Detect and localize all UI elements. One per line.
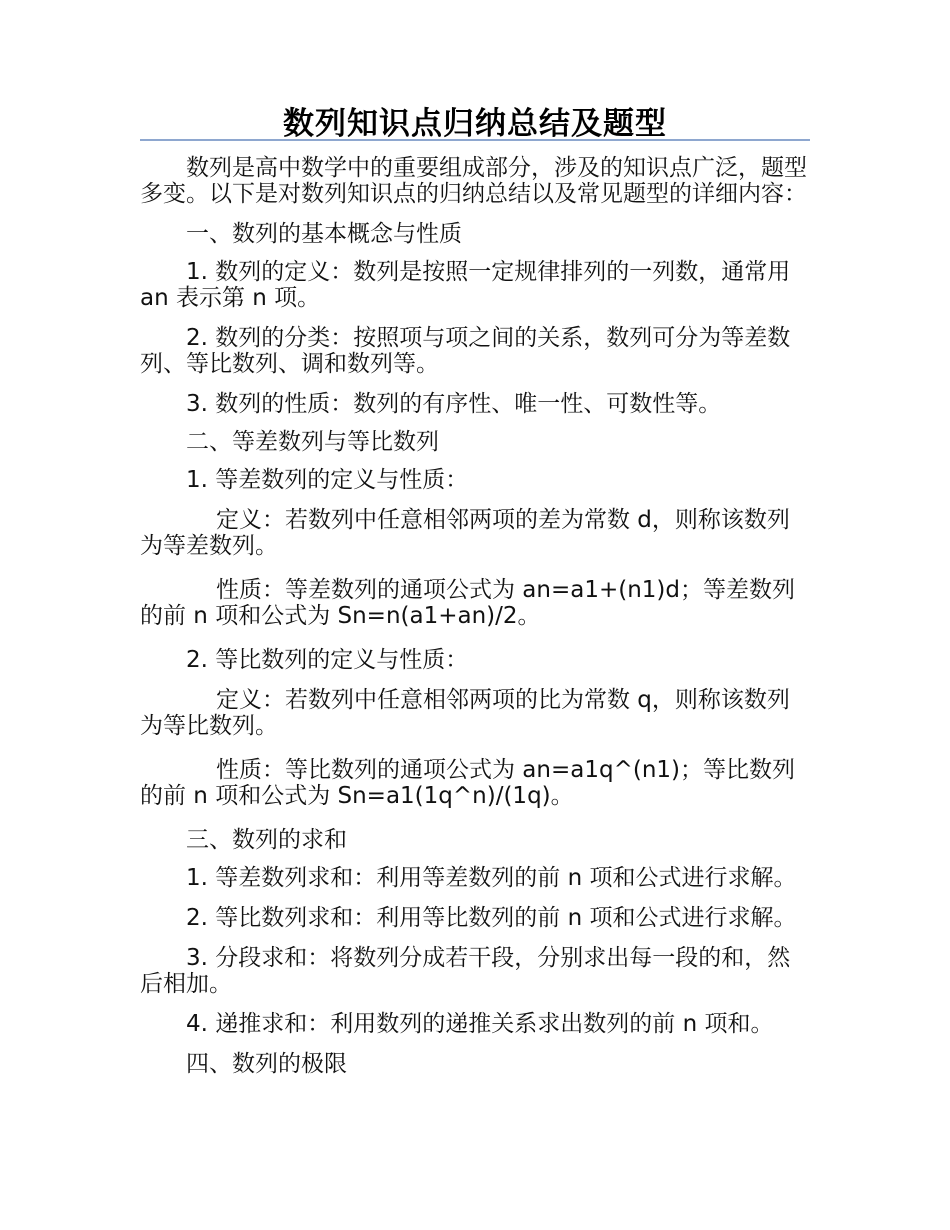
paragraph-sequence-properties: 3. 数列的性质：数列的有序性、唯一性、可数性等。 [186,391,722,417]
paragraph-recursive-sum: 4. 递推求和：利用数列的递推关系求出数列的前 n 项和。 [186,1011,774,1037]
paragraph-arithmetic-heading: 1. 等差数列的定义与性质： [186,467,469,493]
paragraph-geometric-heading: 2. 等比数列的定义与性质： [186,647,469,673]
paragraph-geometric-properties: 性质：等比数列的通项公式为 an=a1q^(n1)；等比数列的前 n 项和公式为 Sn=a1(1q^n)/(1q)。 [140,757,796,809]
section-heading-2: 二、等差数列与等比数列 [186,429,439,455]
paragraph-arithmetic-properties: 性质：等差数列的通项公式为 an=a1+(n1)d；等差数列的前 n 项和公式为 Sn=n(a1+an)/2。 [140,577,796,629]
document-body [140,155,810,1091]
section-heading-3: 三、数列的求和 [186,827,347,853]
section-heading-1: 一、数列的基本概念与性质 [186,221,462,247]
intro-paragraph: 数列是高中数学中的重要组成部分，涉及的知识点广泛，题型多变。以下是对数列知识点的归纳总结以及常见题型的详细内容： [140,155,807,207]
paragraph-arithmetic-definition: 定义：若数列中任意相邻两项的差为常数 d，则称该数列为等差数列。 [140,507,790,559]
paragraph-sequence-definition: 1. 数列的定义：数列是按照一定规律排列的一列数，通常用 an 表示第 n 项。 [140,259,791,311]
section-heading-4: 四、数列的极限 [186,1051,347,1077]
paragraph-geometric-sum: 2. 等比数列求和：利用等比数列的前 n 项和公式进行求解。 [186,905,797,931]
paragraph-segment-sum: 3. 分段求和：将数列分成若干段，分别求出每一段的和，然后相加。 [140,945,791,997]
paragraph-arithmetic-sum: 1. 等差数列求和：利用等差数列的前 n 项和公式进行求解。 [186,865,797,891]
title-underline [140,139,810,141]
paragraph-sequence-classification: 2. 数列的分类：按照项与项之间的关系，数列可分为等差数列、等比数列、调和数列等。 [140,325,791,377]
document-title: 数列知识点归纳总结及题型 [283,106,667,142]
paragraph-geometric-definition: 定义：若数列中任意相邻两项的比为常数 q，则称该数列为等比数列。 [140,687,790,739]
